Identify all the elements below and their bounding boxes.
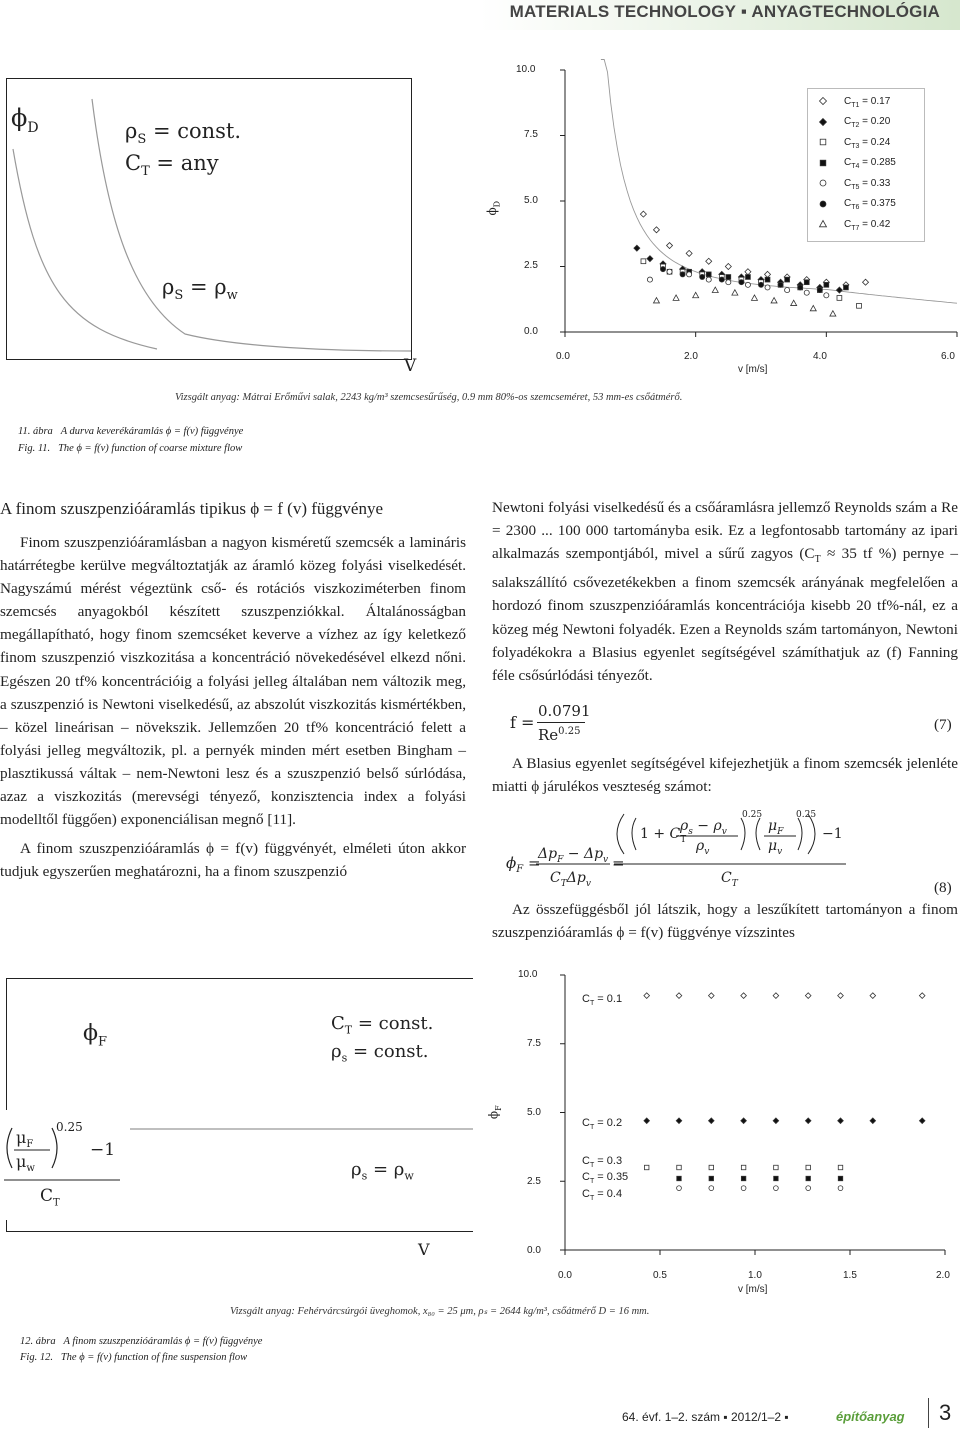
fig12-point [774,1186,779,1191]
fig11-point [686,250,692,256]
fig11-caption-en: Fig. 11. The ϕ = f(v) function of coarse mixture flow [18,443,243,454]
fig11-point [693,292,699,297]
fig11-point [745,269,751,275]
fig11-xlabel: v [m/s] [738,364,768,375]
eq7-denominator: $Re^{0.25}$ [538,726,581,744]
fig11-point [765,277,770,282]
fig12-point [919,993,925,999]
fig12-point [838,1176,842,1180]
fig12-ytick: 7.5 [527,1038,541,1049]
section-heading: A finom szuszpenzióáramlás tipikus ϕ = f (v) függvénye [0,499,383,518]
paragraph: Az összefüggésből jól látszik, hogy a leszűkített tartományon a finom szuszpenzióáramlás ϕ = f(v) függvénye vízszintes [492,901,958,942]
fig12-ytick: 0.0 [527,1245,541,1256]
fig11-point [857,303,862,308]
fig11-point [830,311,836,316]
fig11-ytick: 0.0 [524,326,538,337]
fig11-point [824,293,829,298]
fig11-point [732,290,738,295]
fig12-point [838,993,844,999]
eq7-numerator: 0.0791 [538,702,591,720]
fig11-point [765,271,771,277]
paragraph: A finom szuszpenzióáramlás ϕ = f(v) függvényét, elméleti úton akkor tudjuk egyszerűen meghatározni, ha a finom szuszpenzió [0,840,466,881]
fig12-point [919,1118,925,1124]
fig11-legend-item: $C_{T5} = 0.33$ [816,177,890,191]
fig12-point [709,1118,715,1124]
fig11-point [647,256,653,262]
fig11-material-note: Vizsgált anyag: Mátrai Erőművi salak, 2243 kg/m³ szemcsesűrűség, 0.9 mm 80%-os szemcseméret, 53 mm-es csőátmérő. [175,392,683,403]
fig12-point [644,993,650,999]
fig11-legend-item: $C_{T4} = 0.285$ [816,157,896,171]
fig11-point [667,269,672,274]
fig12-point [676,993,682,999]
eq7-number: (7) [934,716,952,733]
fig12-ytick: 10.0 [518,969,538,980]
fig11-legend-item: $C_{T1} = 0.17$ [816,95,890,109]
fig12-point [838,1118,844,1124]
fig11-schematic [6,78,412,360]
paragraph: A Blasius egyenlet segítségével kifejezhetjük a finom szemcsék jelenléte miatti ϕ járulékos veszteség számot: [492,755,958,796]
fig12-xtick: 0.0 [558,1270,572,1281]
fig11-point [836,287,842,293]
fig11-point [725,264,731,270]
fig12-ytick: 5.0 [527,1107,541,1118]
fig11-point [700,274,705,279]
fig12-point [806,1165,810,1169]
fig11-point [863,279,869,285]
fig11-ytick: 7.5 [524,129,538,140]
fig12-point [773,993,779,999]
fig12-point [870,993,876,999]
journal-section-title: MATERIALS TECHNOLOGY ▪ ANYAGTECHNOLÓGIA [509,2,940,21]
fig12-point [838,1186,843,1191]
fig11-point [844,285,849,290]
fig12-point [644,1118,650,1124]
rho-s-const-label: $\rho_s$ = const. [331,1041,429,1065]
fig11-point [653,227,659,233]
fig11-xtick: 6.0 [941,351,955,362]
fig12-mu-expression: $\mu_F$ $\mu_w$ 0.25 −1 $C_T$ [0,1110,130,1220]
footer-brand: építőanyag [836,1409,905,1424]
eq8-number: (8) [934,879,952,896]
fig11-point [719,277,724,282]
fig11-point [804,290,809,295]
fig11-legend-marker [820,118,827,125]
eq7-fraction-bar [537,722,585,723]
fig12-series-label: $C_T = 0.1$ [582,993,623,1008]
fig12-plot-area [565,975,945,1250]
fig12-point [870,1118,876,1124]
fig12-x-v-symbol: V [418,1240,430,1259]
rho-s-equals-rho-w-label: $\rho_s = \rho_w$ [351,1159,414,1183]
fig12-point [773,1118,779,1124]
fig11-point [746,275,751,280]
fig11-legend [807,88,925,242]
fig11-point [751,295,757,300]
fig11-point [778,282,783,287]
fig11-xtick: 0.0 [556,351,570,362]
fig11-ytick: 5.0 [524,195,538,206]
fig12-xtick: 1.0 [748,1270,762,1281]
fig11-point [680,272,685,277]
fig12-point [741,1118,747,1124]
fig11-legend-item: $C_{T3} = 0.24$ [816,136,890,150]
fig12-xtick: 0.5 [653,1270,667,1281]
fig11-point [785,288,790,293]
fig11-point [745,282,750,287]
fig12-xtick: 2.0 [936,1270,950,1281]
left-column [0,496,466,883]
fig11-point [647,277,652,282]
fig12-point [709,1165,713,1169]
fig11-point [712,287,718,292]
fig11-point [726,275,731,280]
fig11-point [641,259,646,264]
fig12-point [709,1186,714,1191]
fig11-legend-marker [820,160,826,166]
right-column-p4 [492,752,958,798]
fig11-point [706,258,712,264]
fig11-xtick: 4.0 [813,351,827,362]
fig11-legend-marker [820,180,826,186]
fig11-point [837,296,842,301]
fig11-legend-item: $C_{T7} = 0.42$ [816,218,890,232]
fig12-point [805,993,811,999]
fig12-point [709,1176,713,1180]
fig11-legend-marker [820,139,826,145]
fig11-point [804,280,809,285]
fig11-caption-hu: 11. ábra A durva keverékáramlás ϕ = f(v) függvénye [18,426,244,437]
ct-const-label: $C_T$ = const. [331,1013,434,1037]
fig12-material-note: Vizsgált anyag: Fehérvárcsúrgói üveghomok, x₈₀ = 25 μm, ρₛ = 2644 kg/m³, csőátmérő D = 16 mm. [230,1306,650,1317]
fig11-point [687,272,692,277]
fig11-legend-marker [820,98,827,105]
fig11-point [667,243,673,249]
fig11-xtick: 2.0 [684,351,698,362]
fig11-plot-area [565,70,957,332]
x-axis-v-symbol: V [404,356,417,376]
fig11-point [824,282,829,287]
fig11-point [739,280,744,285]
fig12-point [677,1186,682,1191]
fig12-ytick: 2.5 [527,1176,541,1187]
fig12-point [644,1165,648,1169]
fig11-ylabel: $\phi_D$ [485,200,502,216]
y-axis-phi-symbol: $\phi_D$ [11,104,39,136]
fig12-point [676,1118,682,1124]
fig11-point [640,211,646,217]
fig12-point [741,1176,745,1180]
footer-issue: 64. évf. 1–2. szám ▪ 2012/1–2 ▪ [622,1410,789,1424]
fig11-point [706,277,711,282]
fig11-legend-item: $C_{T6} = 0.375$ [816,198,896,212]
fig12-xtick: 1.5 [843,1270,857,1281]
fig12-point [805,1118,811,1124]
fig11-legend-marker [820,201,826,207]
fig12-point [709,993,715,999]
fig11-point [771,298,777,303]
page-number: 3 [939,1400,952,1425]
fig12-point [741,1165,745,1169]
fig12-point [741,1186,746,1191]
fig12-series-label: $C_T = 0.4$ [582,1188,623,1203]
fig12-point [677,1176,681,1180]
fig12-ylabel: $\phi_F$ [486,1105,504,1120]
fig12-point [806,1186,811,1191]
fig11-point [765,285,770,290]
fig11-point [758,282,763,287]
fig12-point [806,1176,810,1180]
equation-7: f = [510,713,535,732]
paragraph: Finom szuszpenzióáramlásban a nagyon kisméretű szemcsék a lamináris határrétegbe kerülve megváltoztatják az áramló közeg folyási viselkedését. Nagyszámú mérést végeztünk cső- és rotációs viszkoziméterben finom szemcsés anyagokból készített szuszpenziókkal. Általánosságban megállapítható, hogy finom szemcséket keverve a vízhez az így keletkező finom szuszpenzió viszkozitása a koncentráció növekedésével elkezd nőni. Egészen 20 tf% koncentrációig a folyási jelleg általában nem változik meg, a szuszpenzió is Newtoni viselkedésű, az abszolút viszkozitás kismértékben, – közel lineárisan – növekszik. Jellemzően 20 tf% koncentráció felett a folyási jelleg megváltozik, pl. a pernyék minden mért esetben Bingham – plasztikussá váltak – nem-Newtoni lesz és a szuszpenzió belső súrlódása, azaz a viszkozitás (merevségi tényező, konzisztencia index a folyási modelltől függően) exponenciálisan megnő [11]. [0,534,466,829]
fig11-point [798,285,803,290]
fig12-series-label: $C_T = 0.2$ [582,1117,623,1132]
fig12-series-label: $C_T = 0.3$ [582,1155,623,1170]
footer-divider [928,1398,929,1428]
fig12-caption-hu: 12. ábra A finom szuszpenzióáramlás ϕ = f(v) függvénye [20,1336,263,1347]
fig11-point [706,272,711,277]
fig12-xlabel: v [m/s] [738,1284,768,1295]
fig11-point [791,300,797,305]
fig11-point [810,305,816,310]
right-column-p5 [492,898,958,944]
fig12-point [774,1176,778,1180]
fig12-series-label: $C_T = 0.35$ [582,1171,629,1186]
fig11-point [653,298,659,303]
fig12-point [677,1165,681,1169]
paragraph: Newtoni folyási viselkedésű és a csőáramlásra jellemző Reynolds szám a Re = 2300 ... 100 000 tartományba esik. Ez a legfontosabb tartomány az ipari alkalmazás szempontjából, mivel a sűrű zagyos ($C_T \approx 35$ tf %) pernye – salakszállító csővezetékekben a finom szemcsék arányának megfelelően a hordozó finom szuszpenzióáramlás koncentrációja kisebb 20 tf%-nál, ez a közeg még Newtoni folyadék. Ezen a Reynolds szám tartományon, Newtoni folyadékokra a Blasius egyenlet segítségével számíthatjuk az (f) Fanning féle csősúrlódási tényezőt. [492,499,958,684]
fig12-point [774,1165,778,1169]
fig11-point [817,288,822,293]
fig11-legend-item: $C_{T2} = 0.20$ [816,116,890,130]
fig11-point [673,295,679,300]
ct-any-label: $C_T$ = any [125,151,219,180]
fig12-point [741,993,747,999]
fig11-point [726,280,731,285]
fig12-y-phi-symbol: $\phi_F$ [83,1021,108,1050]
fig11-ytick: 10.0 [516,64,536,75]
equation-8: $\phi_F$ = $\Delta p_F - \Delta p_v$ $C_T\Delta p_v$ = $1 + C_T$ $\rho_s - \rho_v$ $\rho_v$ 0.25 $\mu_F$ $\mu_v$ 0.25 −1 $C_T$ [506,812,866,902]
fig11-point [785,277,790,282]
fig12-scatter [565,975,945,1250]
rho-s-equals-rho-w-label: $\rho_S = \rho_w$ [162,275,238,304]
fig11-legend-marker [820,221,827,227]
fig12-caption-en: Fig. 12. The ϕ = f(v) function of fine suspension flow [20,1352,248,1363]
rho-s-const-label: $\rho_S$ = const. [125,119,242,148]
fig11-ytick: 2.5 [524,260,538,271]
right-column [492,496,958,687]
fig12-point [838,1165,842,1169]
fig11-point [634,245,640,251]
fig11-point [660,267,665,272]
